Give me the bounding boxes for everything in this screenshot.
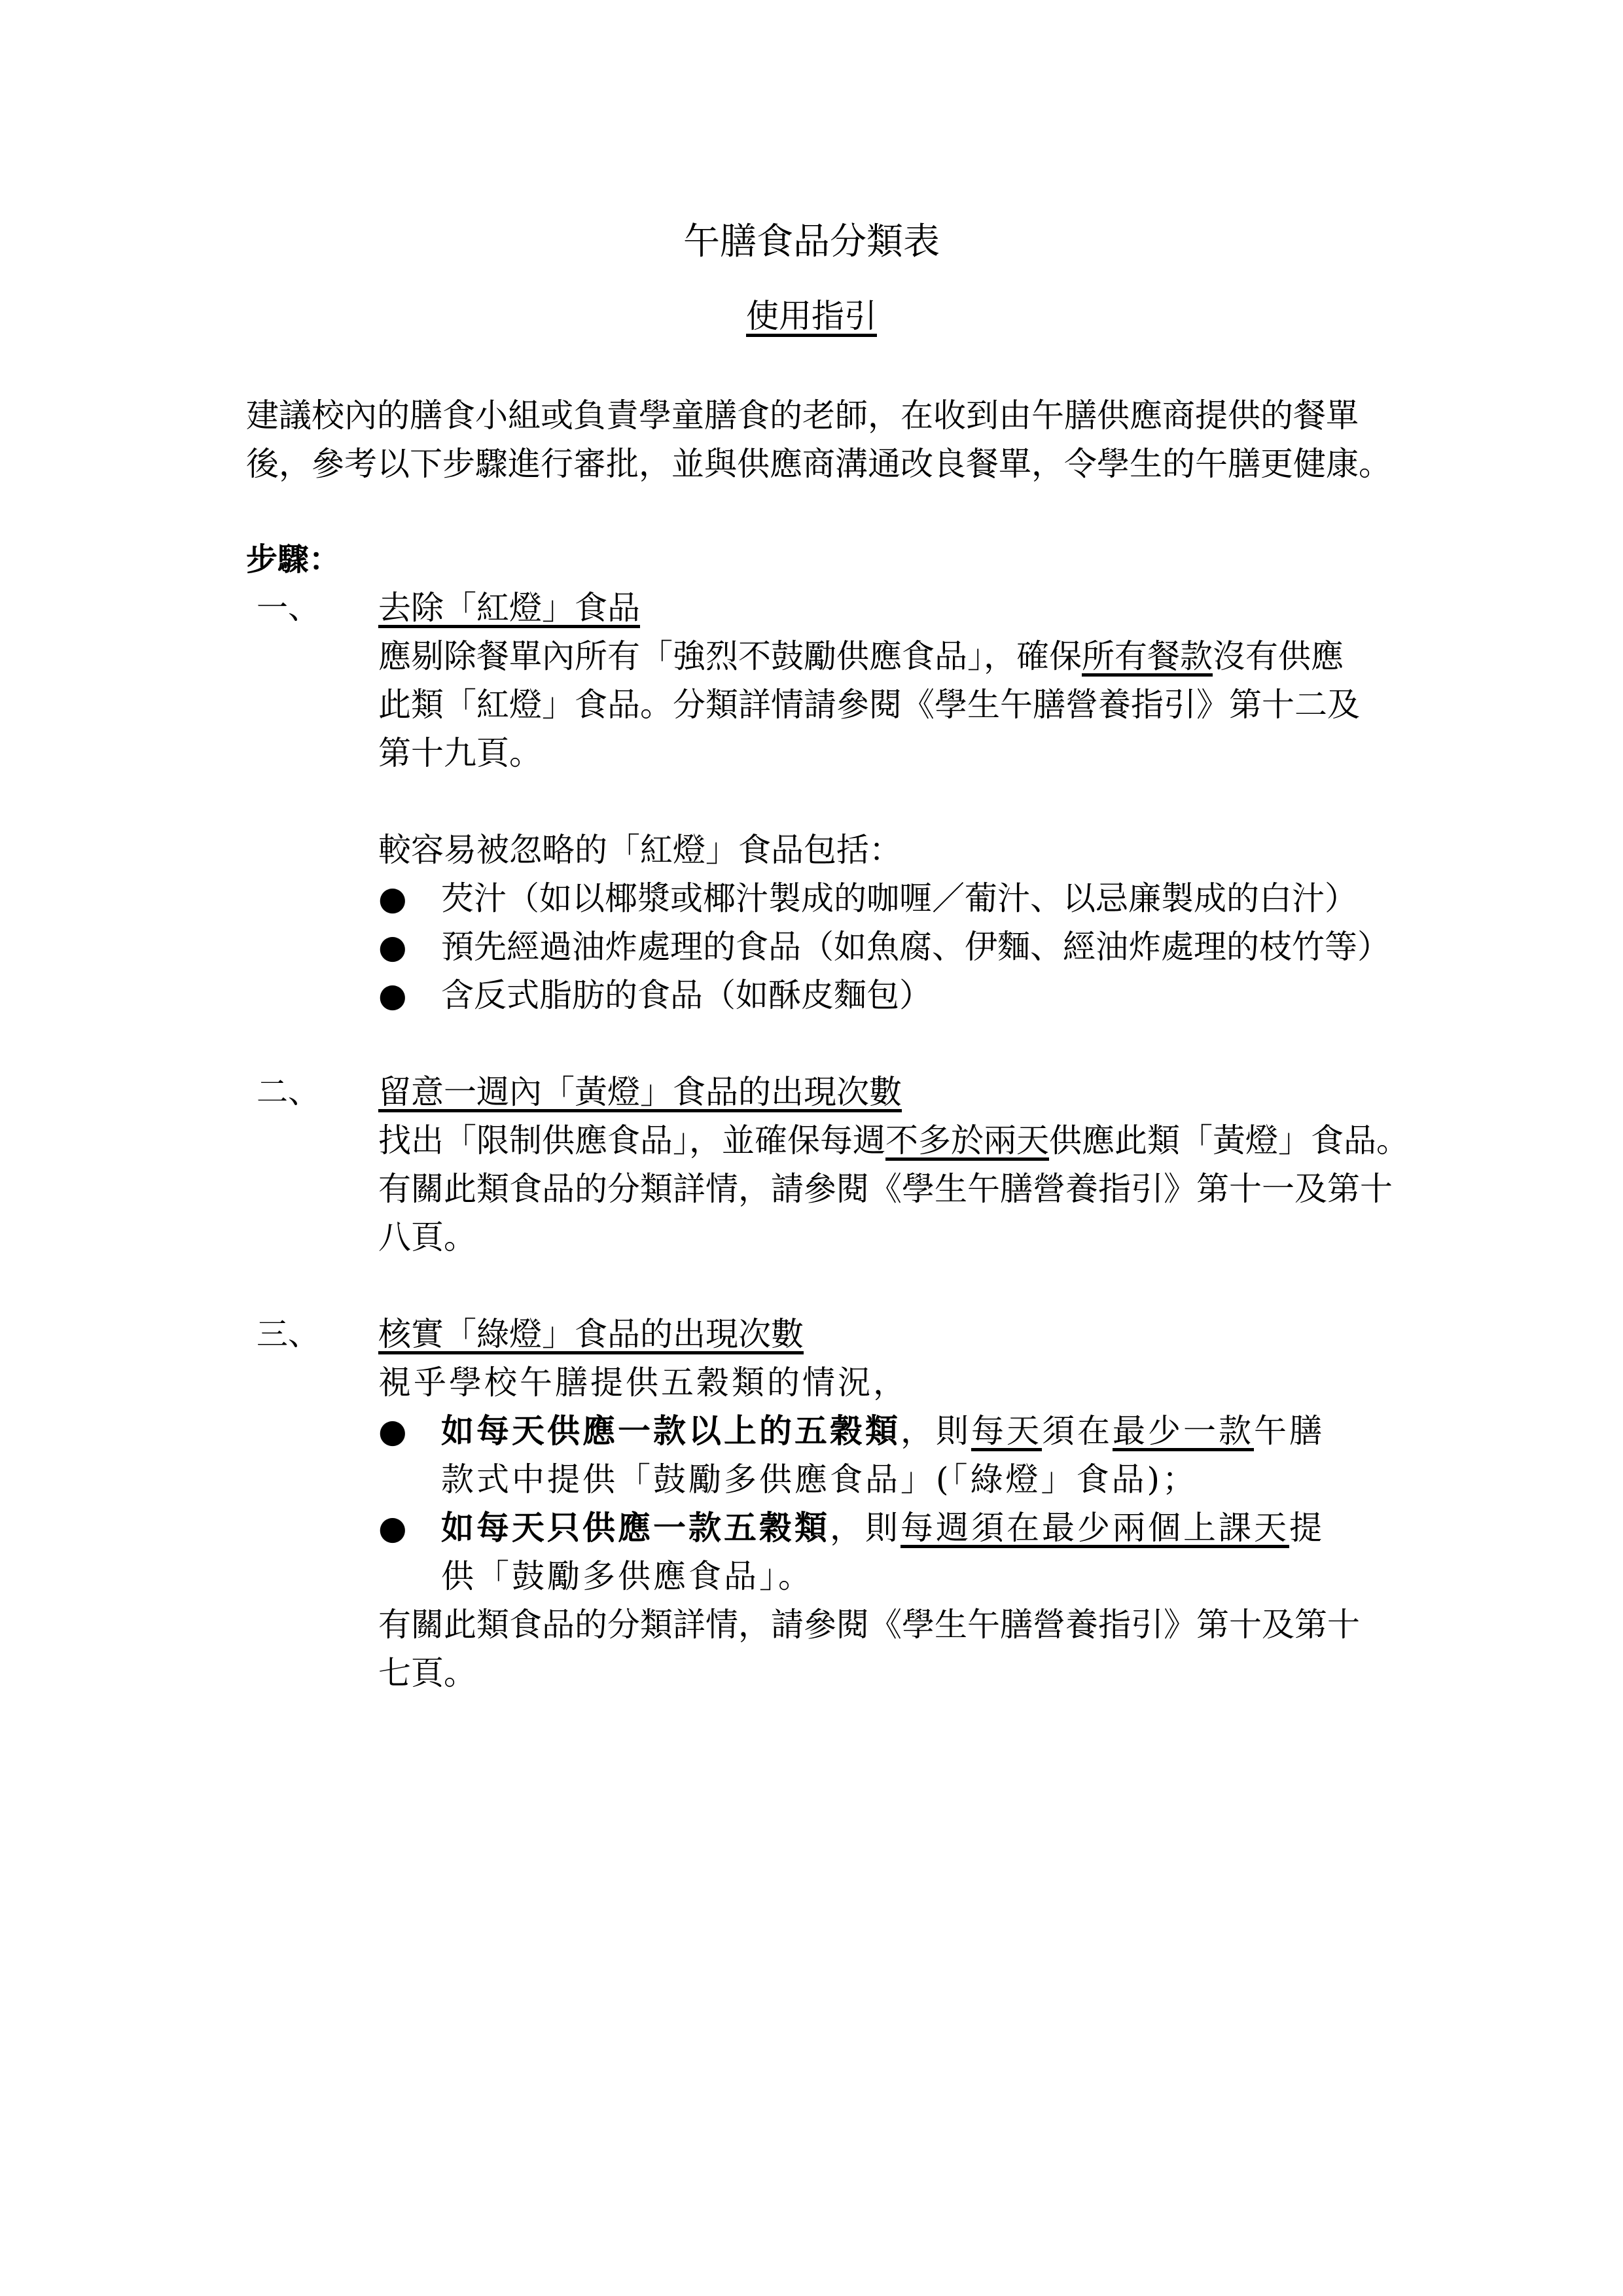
- document-subtitle: 使用指引: [746, 297, 877, 335]
- document-title: 午膳食品分類表: [683, 221, 940, 263]
- steps-label: 步驟：: [246, 541, 341, 578]
- bullet-1-underlined-2: 最少一款: [1113, 1412, 1254, 1450]
- step-1-list-intro: 較容易被忽略的「紅燈」食品包括：: [378, 831, 902, 869]
- bullet-2-underlined: 每週須在最少兩個上課天: [901, 1509, 1289, 1547]
- step-1-line-1: [378, 632, 1360, 680]
- step-2-line-1-underlined: 不多於兩天: [885, 1122, 1049, 1159]
- step-3-closing: [378, 1600, 1360, 1697]
- step-3-closing-line-2: 七頁。: [378, 1654, 476, 1692]
- step-3-bullet-list: [378, 1407, 1425, 1603]
- bullet-2-b: 提: [1289, 1509, 1325, 1547]
- step-2-heading: 留意一週內「黃燈」食品的出現次數: [378, 1073, 902, 1111]
- step-2-line-2: 有關此類食品的分類詳情，請參閱《學生午膳營養指引》第十一及第十: [378, 1170, 1393, 1208]
- step-3-number: 三、: [257, 1316, 320, 1352]
- bullet-1-bold: 如每天供應一款以上的五穀類: [441, 1411, 901, 1450]
- list-item: [441, 1407, 1325, 1455]
- intro-line-2: 後，參考以下步驟進行審批，並與供應商溝通改良餐單，令學生的午膳更健康。: [246, 445, 1391, 483]
- bullet-2-a: ，則: [830, 1509, 901, 1547]
- list-item: 預先經過油炸處理的食品（如魚腐、伊麵、經油炸處理的枝竹等）: [441, 928, 1390, 966]
- bullet-1-b: 須在: [1042, 1412, 1113, 1450]
- list-item-continuation: 款式中提供「鼓勵多供應食品」(「綠燈」食品)；: [441, 1460, 1198, 1498]
- bullet-1-c: 午膳: [1254, 1412, 1325, 1450]
- step-2-line-1: [378, 1116, 1409, 1165]
- bullet-2-bold: 如每天只供應一款五穀類: [441, 1508, 830, 1547]
- bullet-dot: ●: [378, 928, 407, 966]
- step-3-line-1: 視乎學校午膳提供五穀類的情況，: [378, 1364, 908, 1402]
- step-2-number: 二、: [257, 1074, 320, 1110]
- step-2-line-1-b: 供應此類「黃燈」食品。: [1049, 1122, 1409, 1159]
- step-1-line-2: 此類「紅燈」食品。分類詳情請參閱《學生午膳營養指引》第十二及: [378, 686, 1360, 724]
- step-2-body: [378, 1116, 1409, 1262]
- step-1-line-1-underlined: 所有餐款: [1082, 637, 1213, 675]
- step-3-heading: 核實「綠燈」食品的出現次數: [378, 1315, 804, 1353]
- list-item-continuation: 供「鼓勵多供應食品」。: [441, 1557, 813, 1595]
- list-item: [441, 1504, 1325, 1552]
- intro-paragraph: [246, 391, 1391, 488]
- step-3-closing-line-1: 有關此類食品的分類詳情，請參閱《學生午膳營養指引》第十及第十: [378, 1606, 1360, 1644]
- step-2-line-1-a: 找出「限制供應食品」，並確保每週: [378, 1122, 885, 1159]
- bullet-1-a: ，則: [901, 1412, 971, 1450]
- step-1-number: 一、: [257, 590, 320, 626]
- step-1-line-3: 第十九頁。: [378, 734, 542, 772]
- step-1-bullet-list: [378, 874, 1425, 1025]
- step-2-line-3: 八頁。: [378, 1218, 476, 1256]
- step-1-line-1-b: 沒有供應: [1213, 637, 1344, 675]
- list-item: 芡汁（如以椰漿或椰汁製成的咖喱／葡汁、以忌廉製成的白汁）: [441, 879, 1357, 917]
- bullet-dot: ●: [378, 1412, 407, 1450]
- bullet-dot: ●: [378, 1509, 407, 1547]
- bullet-1-underlined-1: 每天: [971, 1412, 1042, 1450]
- intro-line-1: 建議校內的膳食小組或負責學童膳食的老師，在收到由午膳供應商提供的餐單: [246, 397, 1359, 434]
- list-item: 含反式脂肪的食品（如酥皮麵包）: [441, 976, 932, 1014]
- step-1-heading: 去除「紅燈」食品: [378, 589, 640, 627]
- bullet-dot: ●: [378, 879, 407, 917]
- step-1-body: [378, 632, 1360, 777]
- step-1-line-1-a: 應剔除餐單內所有「強烈不鼓勵供應食品」，確保: [378, 637, 1082, 675]
- bullet-dot: ●: [378, 976, 407, 1014]
